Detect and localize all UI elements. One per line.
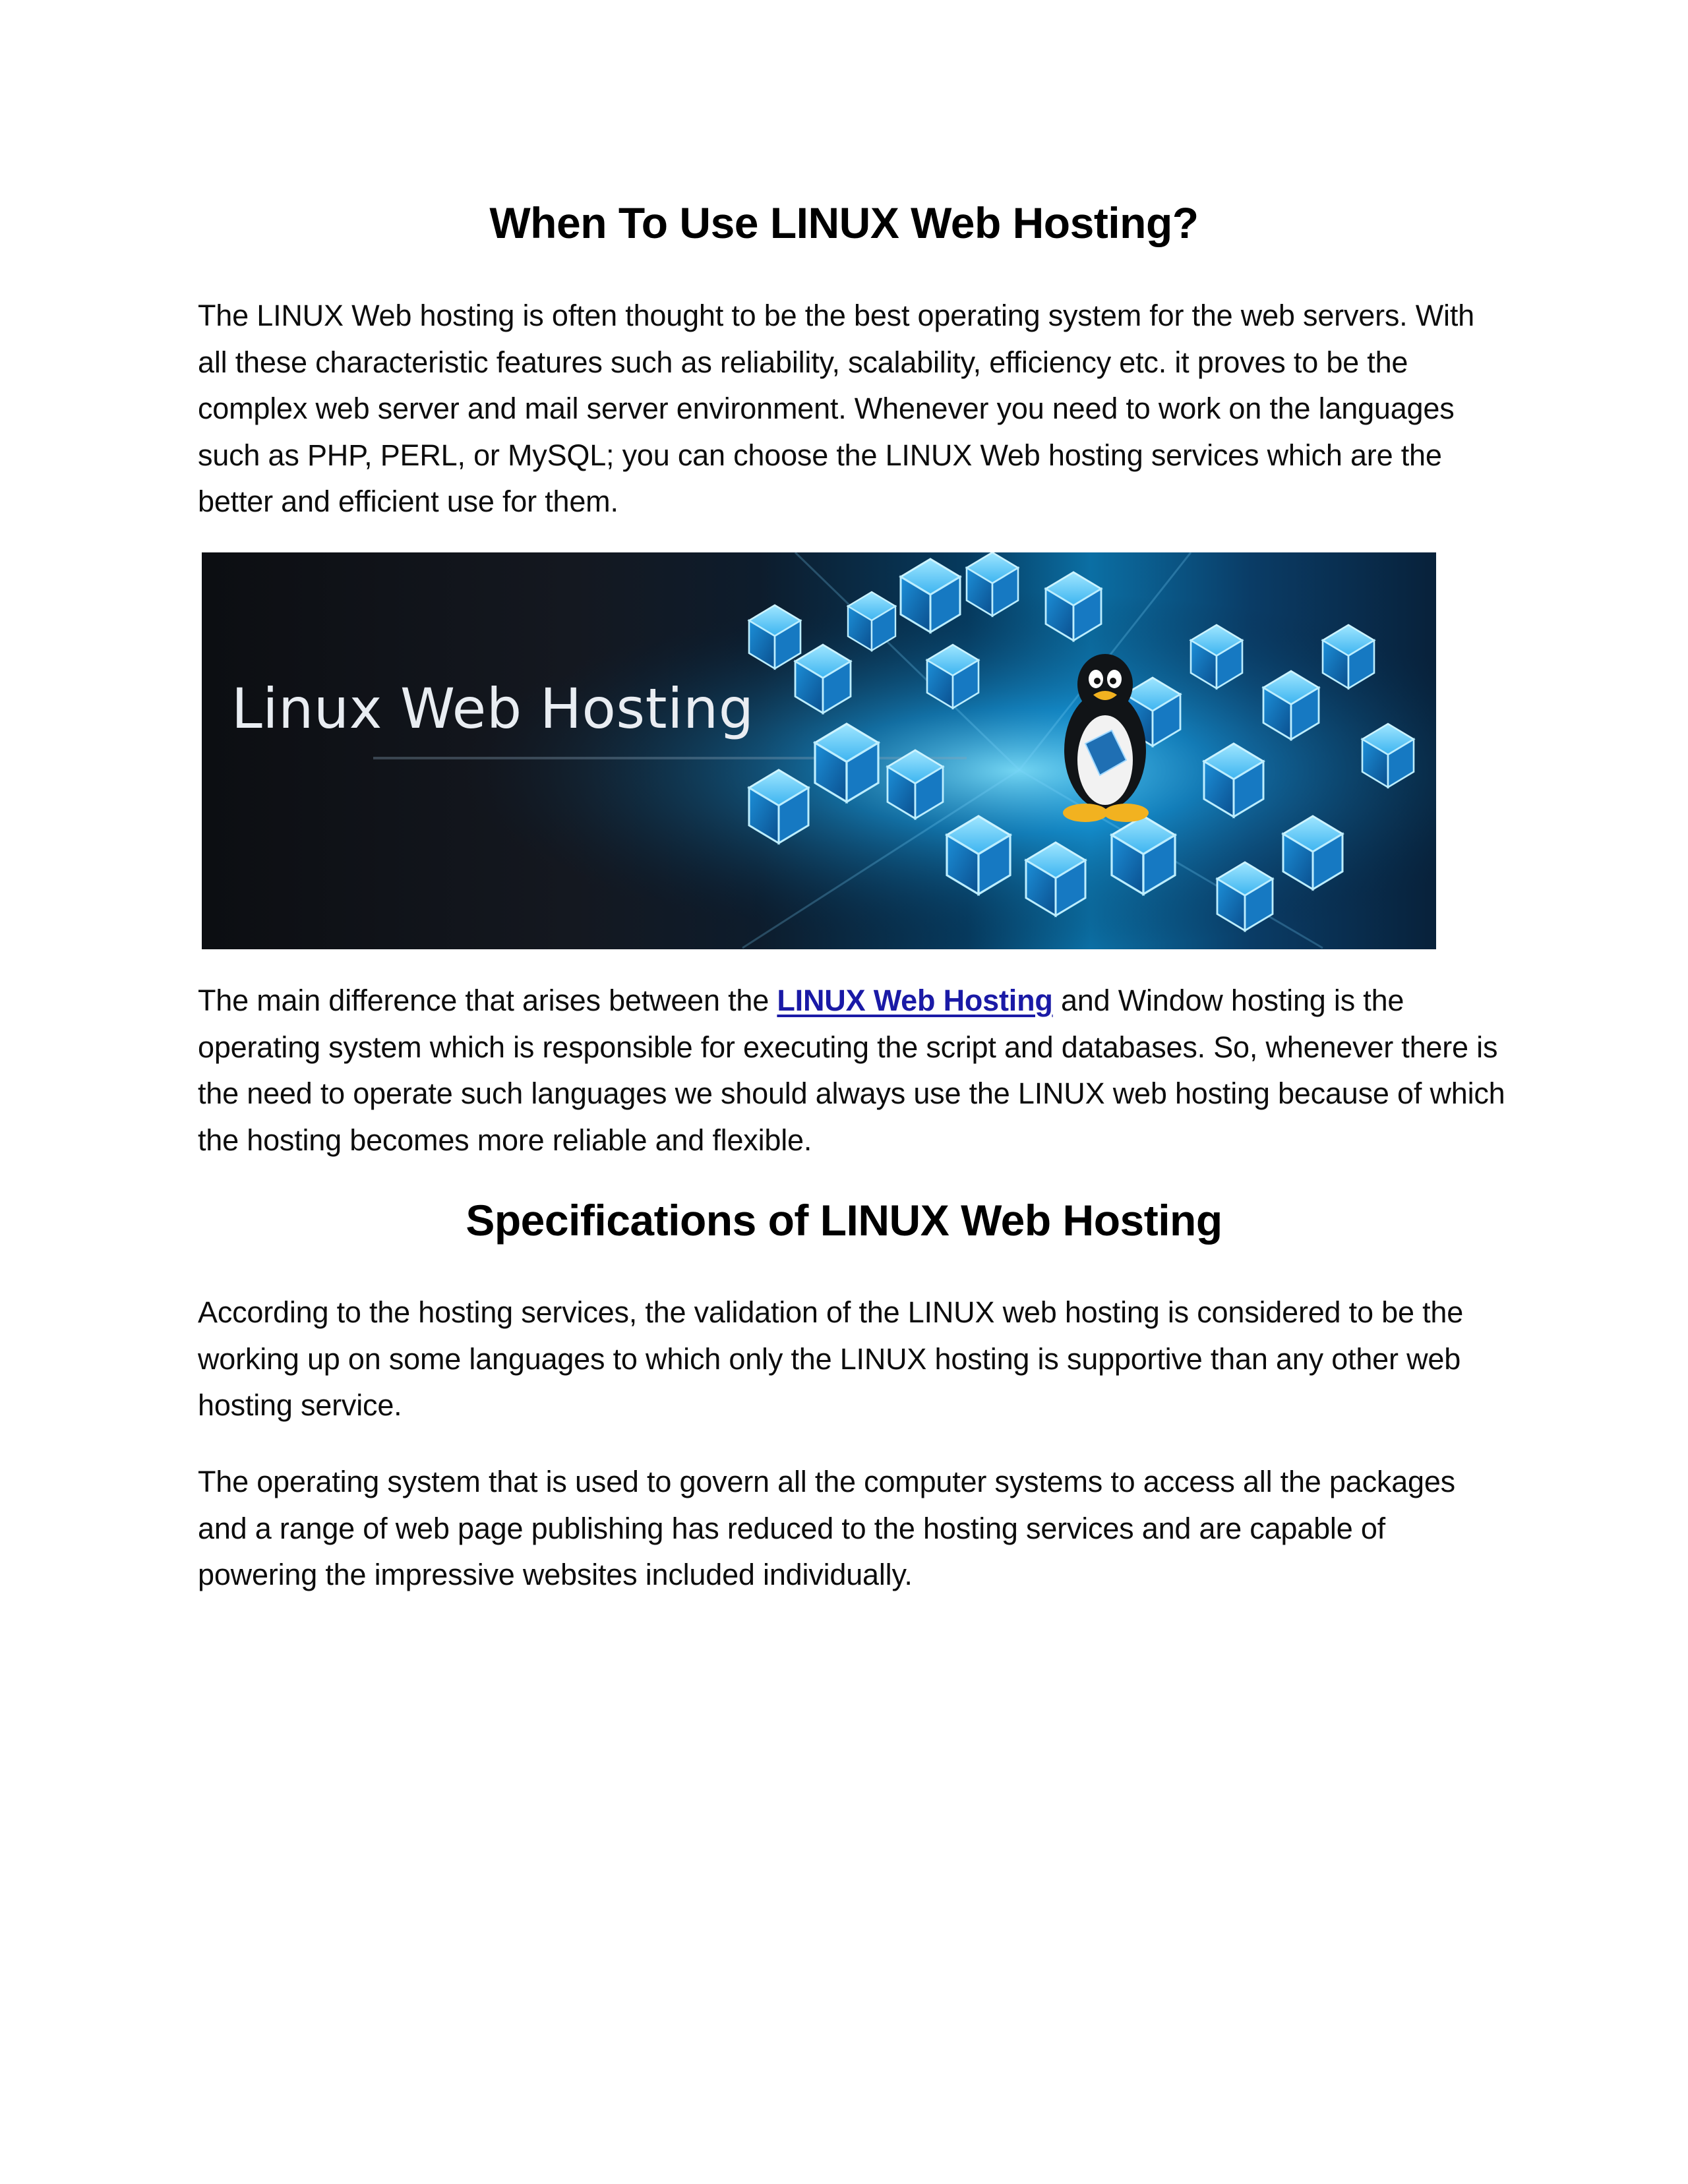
difference-paragraph bbox=[198, 978, 1510, 1164]
difference-paragraph-lead: The main difference that arises between the bbox=[198, 984, 777, 1017]
page-title: When To Use LINUX Web Hosting? bbox=[489, 198, 1199, 247]
linux-web-hosting-link[interactable]: LINUX Web Hosting bbox=[777, 984, 1053, 1017]
specifications-heading: Specifications of LINUX Web Hosting bbox=[466, 1196, 1222, 1245]
banner-title: Linux Web Hosting bbox=[231, 676, 754, 741]
difference-paragraph-rest: and Window hosting is the operating system which is responsible for executing the script and databases. So, whenever there is the need to operate such languages we should always use the LINUX web hosting because of which the hosting becomes more reliable and flexible. bbox=[198, 984, 1505, 1157]
intro-paragraph: The LINUX Web hosting is often thought to be the best operating system for the web servers. With all these characteristic features such as reliability, scalability, efficiency etc. it proves to be the complex web server and mail server environment. Whenever you need to work on the languages such as PHP, PERL, or MySQL; you can choose the LINUX Web hosting services which are the better and efficient use for them. bbox=[198, 299, 1474, 518]
spec-paragraph-1: According to the hosting services, the validation of the LINUX web hosting is considered to be the working up on some languages to which only the LINUX hosting is supportive than any other web hosting service. bbox=[198, 1295, 1464, 1422]
spec-paragraph-2: The operating system that is used to govern all the computer systems to access all the packages and a range of web page publishing has reduced to the hosting services and are capable of powering the impressive websites included individually. bbox=[198, 1465, 1455, 1591]
linux-hosting-banner-image bbox=[202, 552, 1436, 949]
